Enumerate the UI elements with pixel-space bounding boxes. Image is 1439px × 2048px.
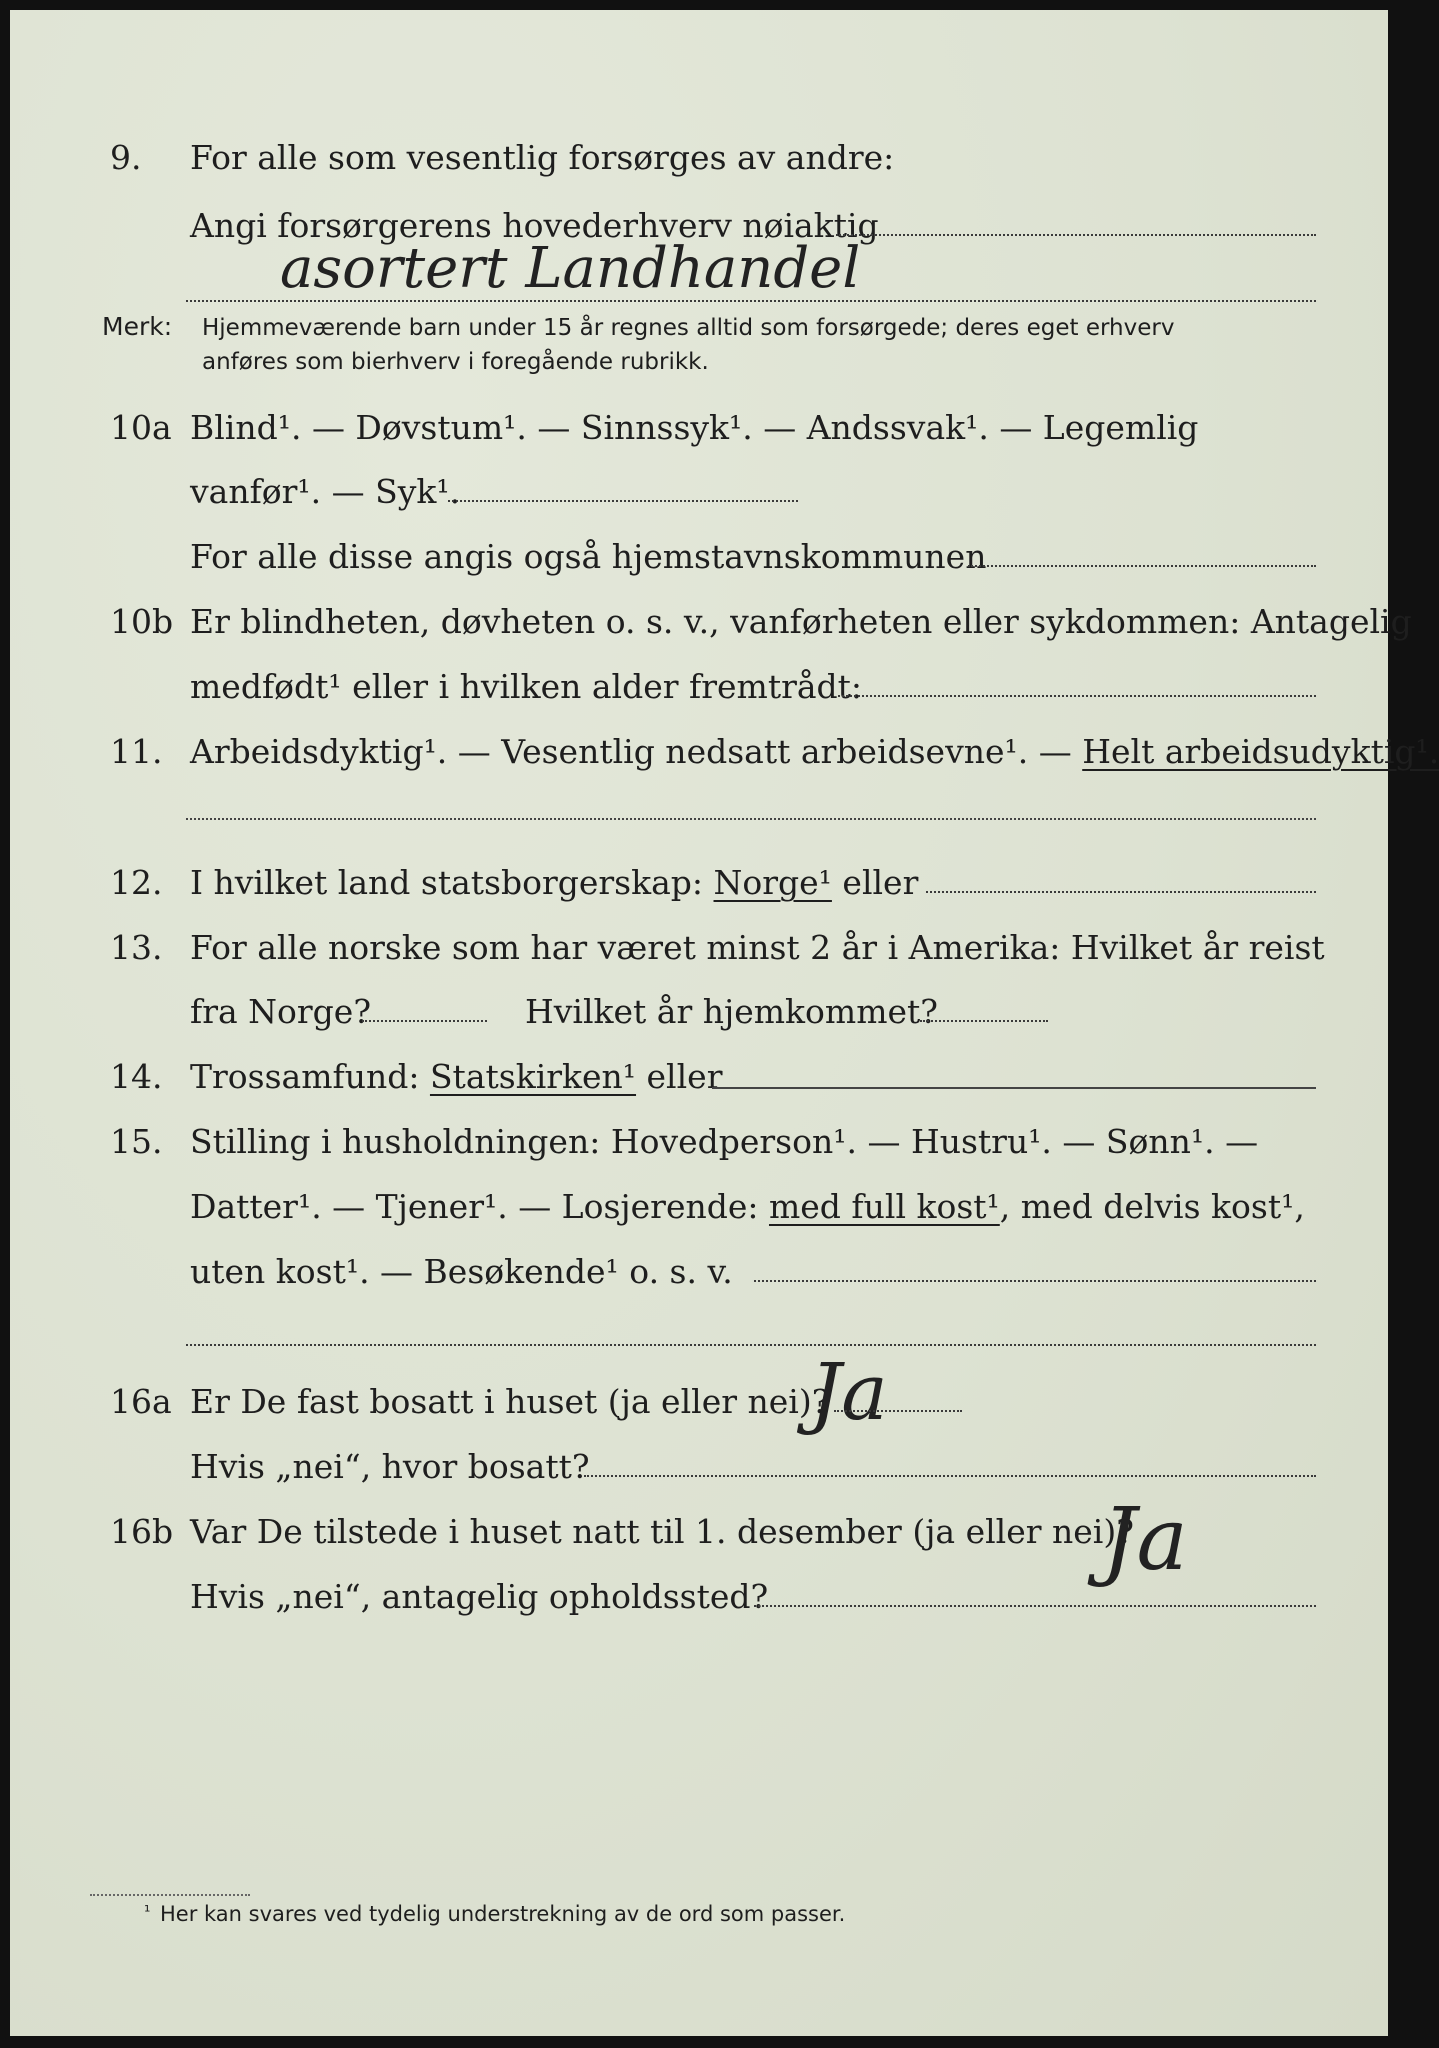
q11-text: Arbeidsdyktig¹. — Vesentlig nedsatt arbeidsevne¹. — [190,732,1083,771]
q15-line2-rest: , med delvis kost¹, [999,1187,1305,1226]
q9-line2: Angi forsørgerens hovederhverv nøiaktig [190,206,879,245]
q15-line2-text: Datter¹. — Tjener¹. — Losjerende: [190,1187,769,1226]
q15-number: 15. [110,1122,163,1161]
q11-underlined-choice: Helt arbeidsudyktig¹. [1082,732,1439,771]
q9-number: 9. [110,138,142,177]
census-form-page [10,10,1439,2036]
q14-number: 14. [110,1057,163,1096]
q16a-handwritten-answer: Ja [810,1348,888,1438]
q13-line1: For alle norske som har været minst 2 år i Amerika: Hvilket år reist [190,928,1325,967]
q10b-answer-line [838,695,1316,697]
q12-text-eller: eller [831,863,919,902]
q14-underlined-choice: Statskirken¹ [429,1057,637,1096]
footnote [144,1902,846,1926]
merk-label: Merk: [102,312,173,341]
q13-reist-line [362,1020,487,1022]
q13-number: 13. [110,928,163,967]
merk-line2: anføres som bierhverv i foregående rubrikk. [202,349,709,375]
footnote-mark: ¹ [144,1902,151,1921]
q14-line [190,1057,722,1097]
q15-underlined-choice: med full kost¹ [768,1187,1000,1226]
q16a-answer-line [834,1410,962,1412]
q12-answer-line [926,891,1316,893]
q15-answer-line-1 [754,1280,1316,1282]
q16a-line2: Hvis „nei“, hvor bosatt? [190,1447,590,1486]
q10a-line1: Blind¹. — Døvstum¹. — Sinnssyk¹. — Andssvak¹. — Legemlig [190,408,1199,447]
merk-line1: Hjemmeværende barn under 15 år regnes alltid som forsørgede; deres eget erhverv [202,315,1175,341]
q15-line2 [190,1187,1305,1227]
q16b-opholdssted-line [754,1605,1316,1607]
q10a-line2: vanfør¹. — Syk¹. [190,472,461,511]
q10a-syk-line [448,500,798,502]
q16a-number: 16a [110,1382,172,1421]
q12-underlined-choice: Norge¹ [713,863,832,902]
q11-line [190,732,1439,772]
q11-number: 11. [110,732,163,771]
q10b-number: 10b [110,602,174,641]
q15-answer-line-2 [186,1344,1316,1346]
q10a-kommune-line [968,565,1316,567]
q10b-line1: Er blindheten, døvheten o. s. v., vanførheten eller sykdommen: Antagelig [190,602,1412,641]
q12-number: 12. [110,863,163,902]
q14-text-eller: eller [636,1057,723,1096]
q10b-line2: medfødt¹ eller i hvilken alder fremtrådt: [190,667,863,706]
q10a-line3: For alle disse angis også hjemstavnskommunen [190,537,987,576]
q12-line [190,863,918,903]
q15-line3: uten kost¹. — Besøkende¹ o. s. v. [190,1252,733,1291]
q14-text: Trossamfund: [190,1057,430,1096]
q13-hjemkommet-line [920,1020,1048,1022]
q16a-line1: Er De fast bosatt i huset (ja eller nei)? [190,1382,830,1421]
q16a-bosatt-line [584,1475,1316,1477]
q13-line2b: Hvilket år hjemkommet? [525,992,938,1031]
q9-answer-line-1 [836,234,1316,236]
q10a-number: 10a [110,408,172,447]
q12-text: I hvilket land statsborgerskap: [190,863,714,902]
q16b-handwritten-answer: Ja [1102,1490,1188,1590]
q11-answer-line [186,818,1316,820]
footnote-divider [90,1894,250,1896]
q9-answer-line-2 [186,300,1316,302]
q13-line2a: fra Norge? [190,992,372,1031]
q16b-line1: Var De tilstede i huset natt til 1. desember (ja eller nei)? [190,1512,1134,1551]
q9-handwritten-answer: asortert Landhandel [280,236,861,301]
q14-answer-line [712,1087,1316,1089]
q16b-line2: Hvis „nei“, antagelig opholdssted? [190,1577,769,1616]
q15-line1: Stilling i husholdningen: Hovedperson¹. — Hustru¹. — Sønn¹. — [190,1122,1259,1161]
q9-line1: For alle som vesentlig forsørges av andre: [190,138,895,177]
q16b-number: 16b [110,1512,174,1551]
footnote-text: Her kan svares ved tydelig understrekning av de ord som passer. [160,1902,846,1926]
